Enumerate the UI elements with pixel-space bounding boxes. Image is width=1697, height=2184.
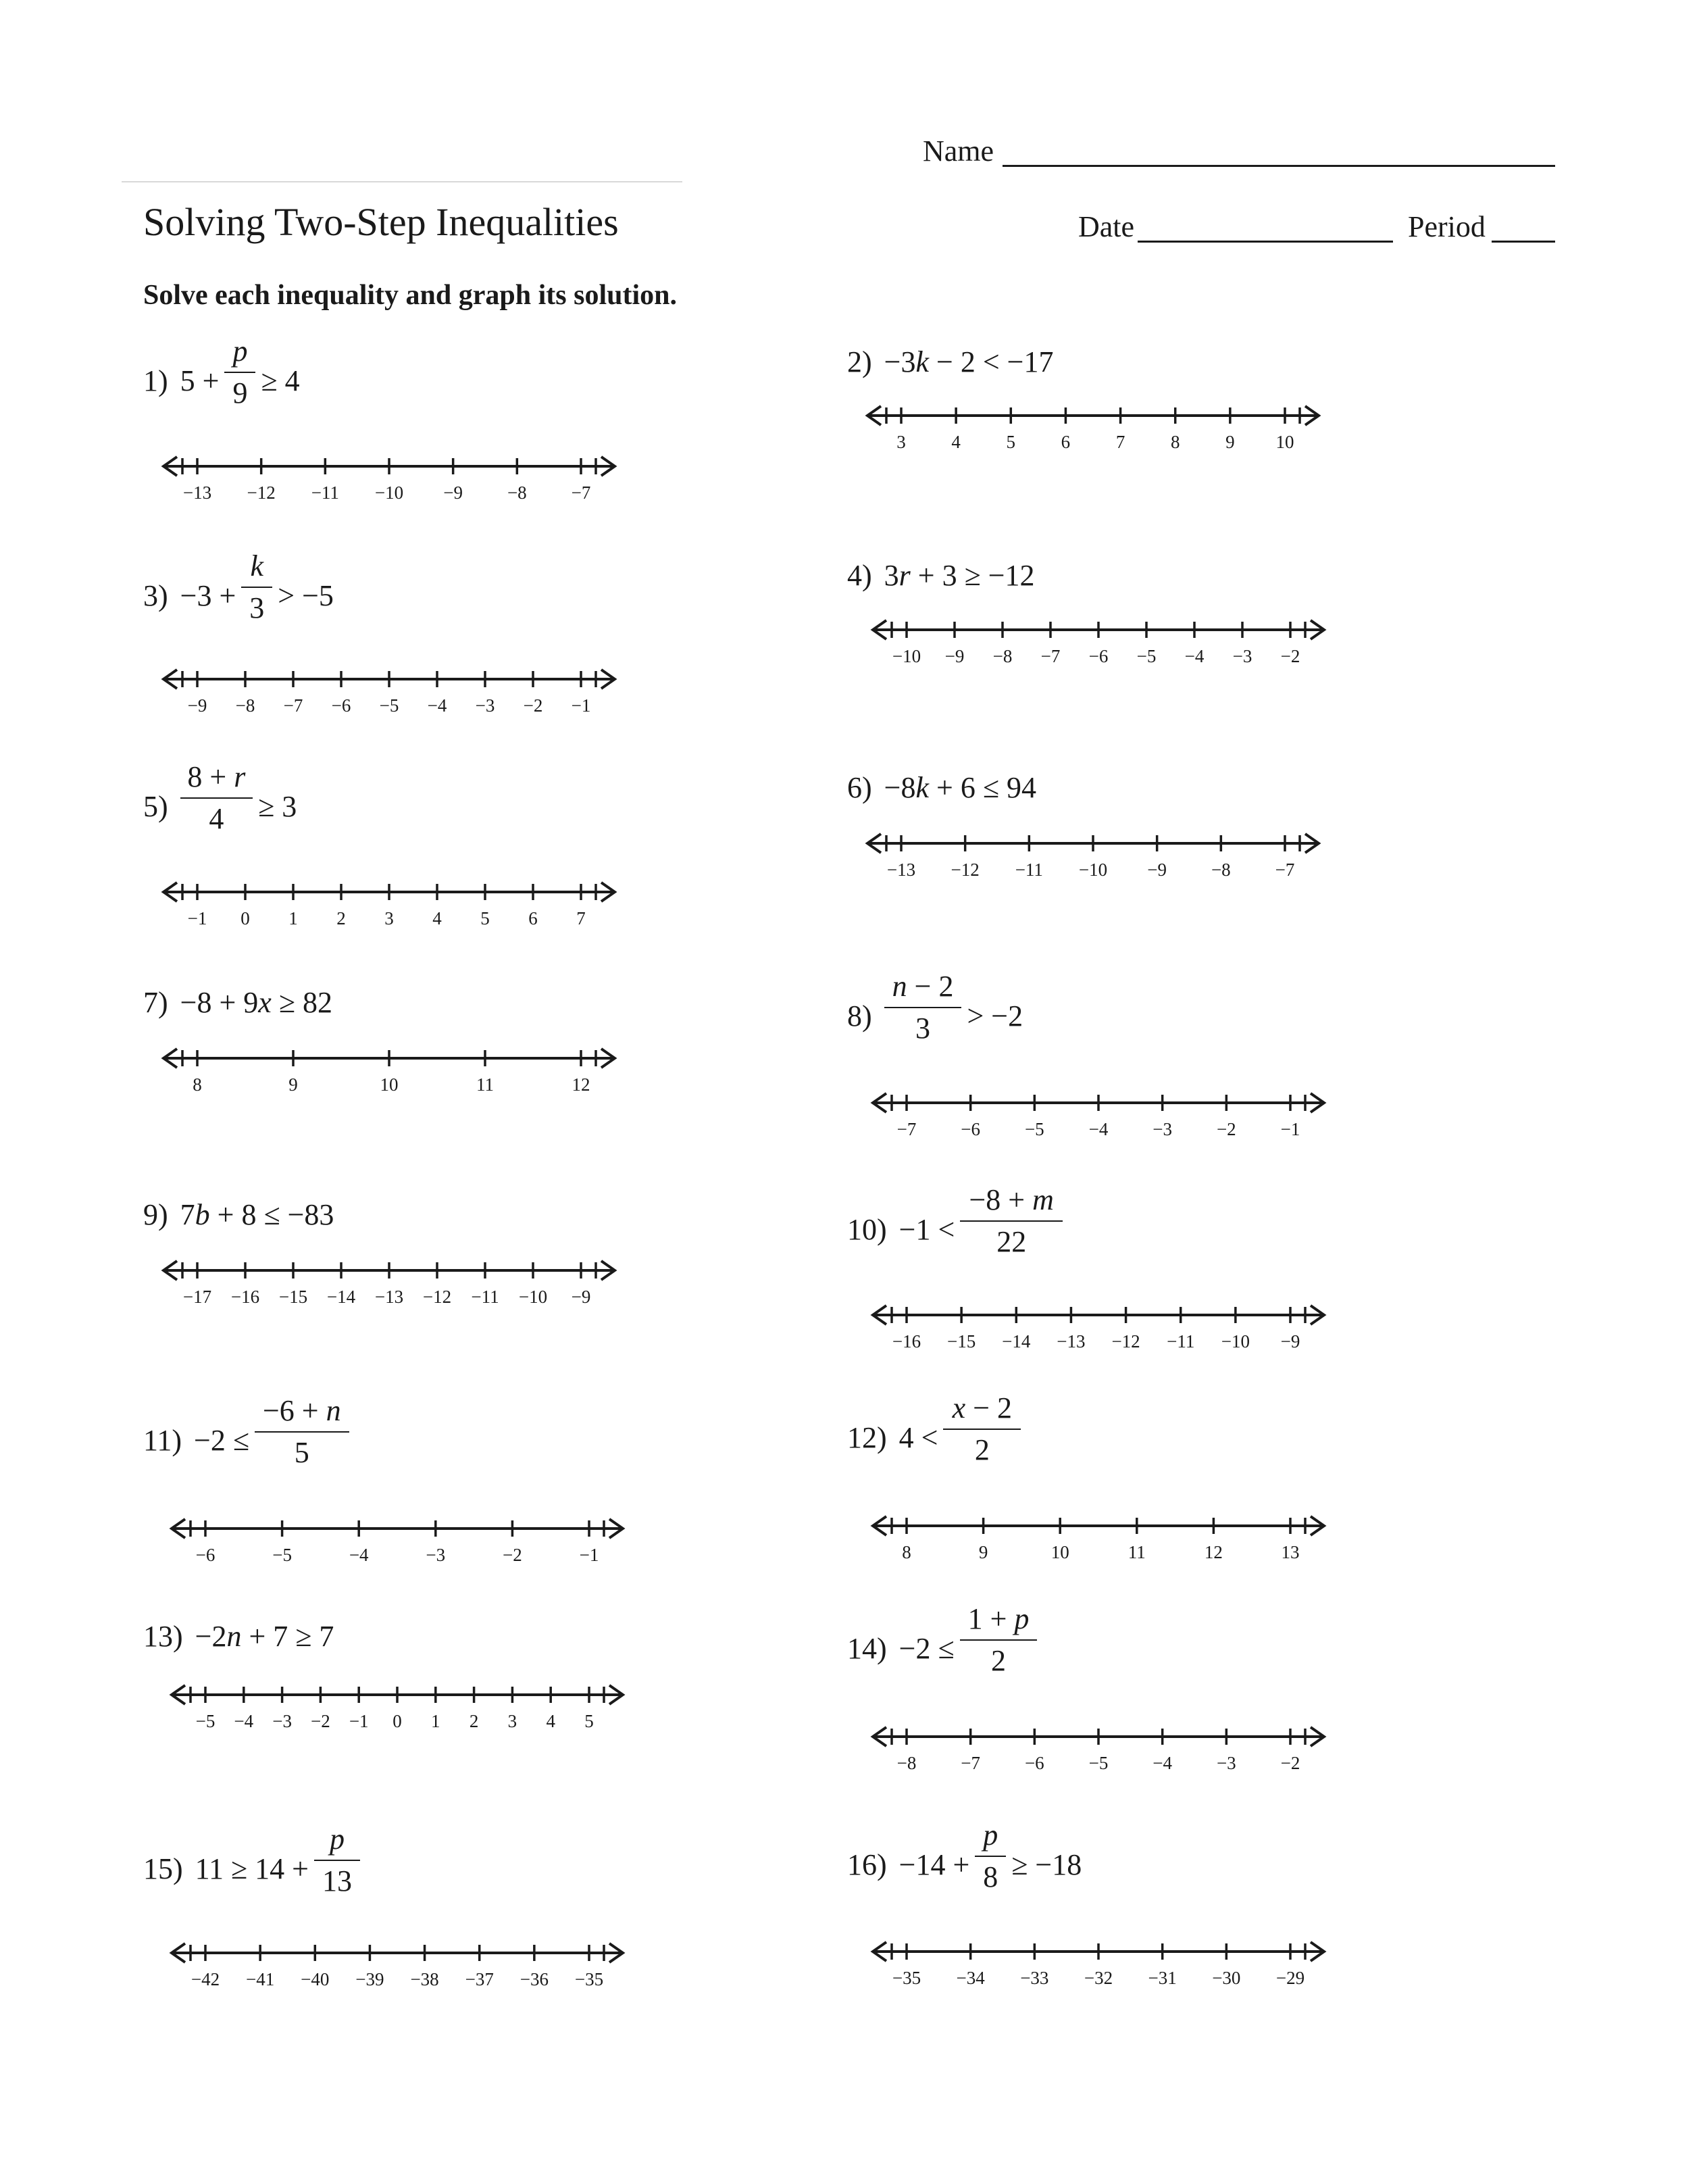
tick-label: −36 [520, 1969, 549, 1989]
tick-label: 13 [1281, 1542, 1300, 1562]
tick-label: 10 [1050, 1542, 1069, 1562]
fraction-bar [255, 1431, 349, 1433]
number-line-12[interactable] [858, 1512, 1339, 1566]
number-line-15[interactable] [157, 1939, 638, 1993]
number-line-8[interactable] [858, 1089, 1339, 1143]
fraction-numerator: x − 2 [952, 1391, 1013, 1424]
fraction [943, 1393, 1021, 1469]
tick-label: −1 [349, 1711, 369, 1731]
tick-label: −7 [961, 1753, 981, 1773]
tick-label: −7 [1040, 646, 1061, 666]
problem-number: 3) [143, 579, 168, 612]
tick-label: −5 [195, 1711, 216, 1731]
fraction-denominator: 22 [996, 1225, 1027, 1258]
tick-label: −38 [410, 1969, 439, 1989]
tick-label: −9 [1280, 1331, 1300, 1351]
tick-label: 7 [1115, 432, 1125, 452]
tick-label: −7 [571, 482, 591, 503]
inequality-left: −1 < [898, 1213, 955, 1246]
inequality-left: 5 + [180, 364, 220, 397]
tick-label: −13 [374, 1287, 404, 1307]
tick-label: −6 [331, 695, 351, 716]
period-field[interactable] [1492, 220, 1555, 243]
tick-label: −8 [1211, 860, 1231, 880]
tick-label: 10 [380, 1074, 399, 1095]
tick-label: 11 [1128, 1542, 1146, 1562]
tick-label: −6 [1024, 1753, 1044, 1773]
inequality: 3r + 3 ≥ −12 [884, 559, 1035, 592]
fraction-bar [960, 1639, 1038, 1641]
inequality-left: 4 < [898, 1421, 938, 1454]
tick-label: 3 [507, 1711, 517, 1731]
number-line-5[interactable] [149, 878, 630, 933]
fraction-bar [884, 1007, 962, 1008]
tick-label: −10 [892, 646, 921, 666]
number-line-7[interactable] [149, 1045, 630, 1099]
tick-label: 9 [1225, 432, 1235, 452]
number-line-1[interactable] [149, 453, 630, 507]
tick-label: −12 [1111, 1331, 1140, 1351]
problem-number: 12) [847, 1421, 887, 1454]
tick-label: −15 [278, 1287, 308, 1307]
inequality: 7b + 8 ≤ −83 [180, 1198, 334, 1231]
tick-label: −32 [1084, 1968, 1113, 1988]
fraction [224, 334, 255, 412]
tick-label: −34 [956, 1968, 985, 1988]
fraction-numerator: 8 + r [187, 760, 246, 793]
tick-label: −16 [892, 1331, 921, 1351]
tick-label: −4 [234, 1711, 254, 1731]
tick-label: 6 [528, 908, 538, 928]
tick-label: −3 [1232, 646, 1252, 666]
tick-label: 4 [546, 1711, 555, 1731]
tick-label: −4 [427, 695, 447, 716]
fraction-bar [241, 587, 272, 588]
tick-label: −7 [283, 695, 303, 716]
inequality-right: > −2 [967, 999, 1023, 1033]
tick-label: −10 [1078, 860, 1108, 880]
problem-number: 13) [143, 1620, 183, 1653]
tick-label: 4 [951, 432, 961, 452]
page-title: Solving Two-Step Inequalities [143, 200, 619, 244]
tick-label: −3 [1216, 1753, 1236, 1773]
inequality: −3k − 2 < −17 [884, 345, 1054, 378]
tick-label: 1 [288, 908, 298, 928]
tick-label: −9 [944, 646, 965, 666]
tick-label: 7 [576, 908, 586, 928]
fraction-bar [960, 1220, 1063, 1222]
fraction-numerator: −8 + m [969, 1183, 1054, 1216]
tick-label: −1 [1280, 1119, 1300, 1139]
problem-number: 14) [847, 1632, 887, 1665]
problem-number: 16) [847, 1848, 887, 1881]
fraction [960, 1604, 1038, 1680]
tick-label: −8 [507, 482, 527, 503]
tick-label: 1 [431, 1711, 440, 1731]
tick-label: −11 [1167, 1331, 1195, 1351]
tick-label: −29 [1275, 1968, 1305, 1988]
tick-label: −2 [503, 1545, 522, 1565]
number-line-10[interactable] [858, 1301, 1339, 1356]
tick-label: −39 [355, 1969, 384, 1989]
divider [122, 181, 682, 182]
problem-number: 7) [143, 986, 168, 1019]
tick-label: −11 [1015, 860, 1043, 880]
tick-label: −5 [1136, 646, 1157, 666]
tick-label: 11 [476, 1074, 494, 1095]
fraction-numerator: −6 + n [262, 1394, 341, 1427]
tick-label: −35 [892, 1968, 921, 1988]
tick-label: −6 [195, 1545, 216, 1565]
fraction-numerator: p [983, 1818, 998, 1852]
tick-label: 3 [896, 432, 906, 452]
tick-label: −1 [187, 908, 207, 928]
tick-label: 2 [336, 908, 346, 928]
tick-label: −13 [182, 482, 212, 503]
fraction [975, 1820, 1006, 1896]
tick-label: −9 [187, 695, 207, 716]
date-label: Date [1078, 210, 1135, 243]
fraction [255, 1396, 349, 1472]
fraction-numerator: 1 + p [967, 1602, 1030, 1635]
problem-number: 11) [143, 1424, 182, 1457]
number-line-14[interactable] [858, 1723, 1339, 1777]
tick-label: 0 [240, 908, 250, 928]
number-line-2[interactable] [853, 402, 1334, 456]
fraction-bar [314, 1860, 360, 1861]
tick-label: 8 [1170, 432, 1180, 452]
number-line-13[interactable] [157, 1681, 638, 1735]
tick-label: −13 [886, 860, 916, 880]
tick-label: 10 [1275, 432, 1294, 452]
tick-label: 12 [572, 1074, 590, 1095]
inequality-left: −3 + [180, 579, 236, 612]
tick-label: −2 [1280, 646, 1300, 666]
fraction-denominator: 3 [915, 1012, 931, 1045]
tick-label: −2 [523, 695, 543, 716]
tick-label: −42 [191, 1969, 220, 1989]
tick-label: −8 [992, 646, 1013, 666]
tick-label: −16 [230, 1287, 260, 1307]
tick-label: −11 [471, 1287, 499, 1307]
problem-number: 8) [847, 999, 872, 1033]
inequality-right: > −5 [278, 579, 334, 612]
tick-label: −3 [1153, 1119, 1173, 1139]
tick-label: −41 [246, 1969, 275, 1989]
fraction [180, 762, 253, 838]
tick-label: 2 [469, 1711, 479, 1731]
period-label: Period [1408, 210, 1486, 243]
fraction-denominator: 8 [983, 1860, 998, 1893]
fraction-bar [943, 1429, 1021, 1430]
tick-label: −2 [1280, 1753, 1300, 1773]
tick-label: −3 [426, 1545, 446, 1565]
fraction-numerator: k [250, 549, 264, 582]
tick-label: 4 [432, 908, 442, 928]
tick-label: −5 [1024, 1119, 1044, 1139]
tick-label: −4 [1153, 1753, 1173, 1773]
problem-number: 1) [143, 364, 168, 397]
fraction [241, 551, 272, 627]
number-line-4[interactable] [858, 616, 1339, 670]
tick-label: −8 [235, 695, 255, 716]
fraction-bar [180, 797, 253, 799]
tick-label: −33 [1020, 1968, 1049, 1988]
tick-label: −10 [1221, 1331, 1250, 1351]
name-field[interactable] [1003, 145, 1555, 167]
tick-label: −9 [443, 482, 463, 503]
tick-label: −3 [272, 1711, 292, 1731]
tick-label: −4 [349, 1545, 369, 1565]
tick-label: −4 [1088, 1119, 1109, 1139]
tick-label: −5 [272, 1545, 292, 1565]
fraction-denominator: 4 [209, 802, 224, 835]
problem-number: 10) [847, 1213, 887, 1246]
tick-label: −2 [1216, 1119, 1236, 1139]
tick-label: 3 [384, 908, 394, 928]
problem-number: 15) [143, 1852, 183, 1885]
tick-label: −13 [1057, 1331, 1086, 1351]
tick-label: −14 [326, 1287, 356, 1307]
number-line-3[interactable] [149, 666, 630, 720]
tick-label: −5 [379, 695, 399, 716]
tick-label: 0 [392, 1711, 402, 1731]
tick-label: −10 [518, 1287, 548, 1307]
tick-label: −31 [1148, 1968, 1177, 1988]
tick-label: 5 [1006, 432, 1016, 452]
inequality-right: ≥ 4 [261, 364, 300, 397]
fraction-denominator: 13 [322, 1864, 352, 1897]
tick-label: −9 [571, 1287, 591, 1307]
fraction [884, 972, 962, 1047]
tick-label: −15 [947, 1331, 976, 1351]
tick-label: 9 [288, 1074, 298, 1095]
tick-label: −14 [1002, 1331, 1031, 1351]
fraction-denominator: 2 [974, 1433, 990, 1466]
problem-number: 4) [847, 559, 872, 592]
date-field[interactable] [1138, 220, 1393, 243]
tick-label: −10 [374, 482, 404, 503]
inequality: −2n + 7 ≥ 7 [195, 1620, 334, 1653]
tick-label: −8 [896, 1753, 917, 1773]
fraction-denominator: 3 [249, 591, 265, 624]
name-label: Name [923, 134, 994, 168]
tick-label: −12 [247, 482, 276, 503]
number-line-9[interactable] [149, 1257, 630, 1311]
fraction [960, 1185, 1063, 1261]
fraction [314, 1822, 360, 1900]
tick-label: −17 [182, 1287, 212, 1307]
number-line-16[interactable] [858, 1938, 1339, 1992]
fraction-bar [975, 1856, 1006, 1857]
inequality-right: ≥ 3 [258, 790, 297, 823]
inequality-left: 11 ≥ 14 + [195, 1852, 309, 1885]
inequality-left: −2 ≤ [898, 1632, 955, 1665]
inequality-left: −2 ≤ [194, 1424, 249, 1457]
tick-label: −11 [311, 482, 339, 503]
inequality-right: ≥ −18 [1011, 1848, 1082, 1881]
tick-label: 5 [584, 1711, 594, 1731]
fraction-denominator: 5 [294, 1436, 309, 1469]
tick-label: 12 [1204, 1542, 1223, 1562]
tick-label: −5 [1088, 1753, 1109, 1773]
tick-label: 9 [978, 1542, 988, 1562]
tick-label: −6 [961, 1119, 981, 1139]
tick-label: −4 [1184, 646, 1205, 666]
tick-label: −7 [896, 1119, 917, 1139]
tick-label: −12 [422, 1287, 452, 1307]
fraction-bar [224, 372, 255, 373]
fraction-numerator: p [329, 1822, 345, 1856]
inequality-left: −14 + [898, 1848, 970, 1881]
tick-label: −40 [301, 1969, 330, 1989]
tick-label: 8 [193, 1074, 202, 1095]
fraction-numerator: p [232, 334, 248, 368]
instructions: Solve each inequality and graph its solution. [143, 280, 677, 311]
problem-number: 2) [847, 345, 872, 378]
tick-label: −9 [1147, 860, 1167, 880]
tick-label: −3 [475, 695, 495, 716]
tick-label: −6 [1088, 646, 1109, 666]
tick-label: −7 [1275, 860, 1295, 880]
problem-number: 6) [847, 771, 872, 804]
tick-label: 5 [480, 908, 490, 928]
fraction-numerator: n − 2 [892, 970, 954, 1003]
tick-label: −30 [1212, 1968, 1241, 1988]
inequality: −8k + 6 ≤ 94 [884, 771, 1036, 804]
tick-label: 6 [1061, 432, 1071, 452]
tick-label: 8 [902, 1542, 911, 1562]
number-line-11[interactable] [157, 1515, 638, 1569]
inequality: −8 + 9x ≥ 82 [180, 986, 332, 1019]
tick-label: −35 [574, 1969, 604, 1989]
number-line-6[interactable] [853, 830, 1334, 884]
fraction-denominator: 2 [991, 1644, 1007, 1677]
tick-label: −12 [951, 860, 980, 880]
problem-number: 5) [143, 790, 168, 823]
fraction-denominator: 9 [232, 376, 248, 410]
tick-label: −37 [465, 1969, 494, 1989]
tick-label: −1 [579, 1545, 599, 1565]
tick-label: −2 [311, 1711, 330, 1731]
problem-number: 9) [143, 1198, 168, 1231]
tick-label: −1 [571, 695, 591, 716]
